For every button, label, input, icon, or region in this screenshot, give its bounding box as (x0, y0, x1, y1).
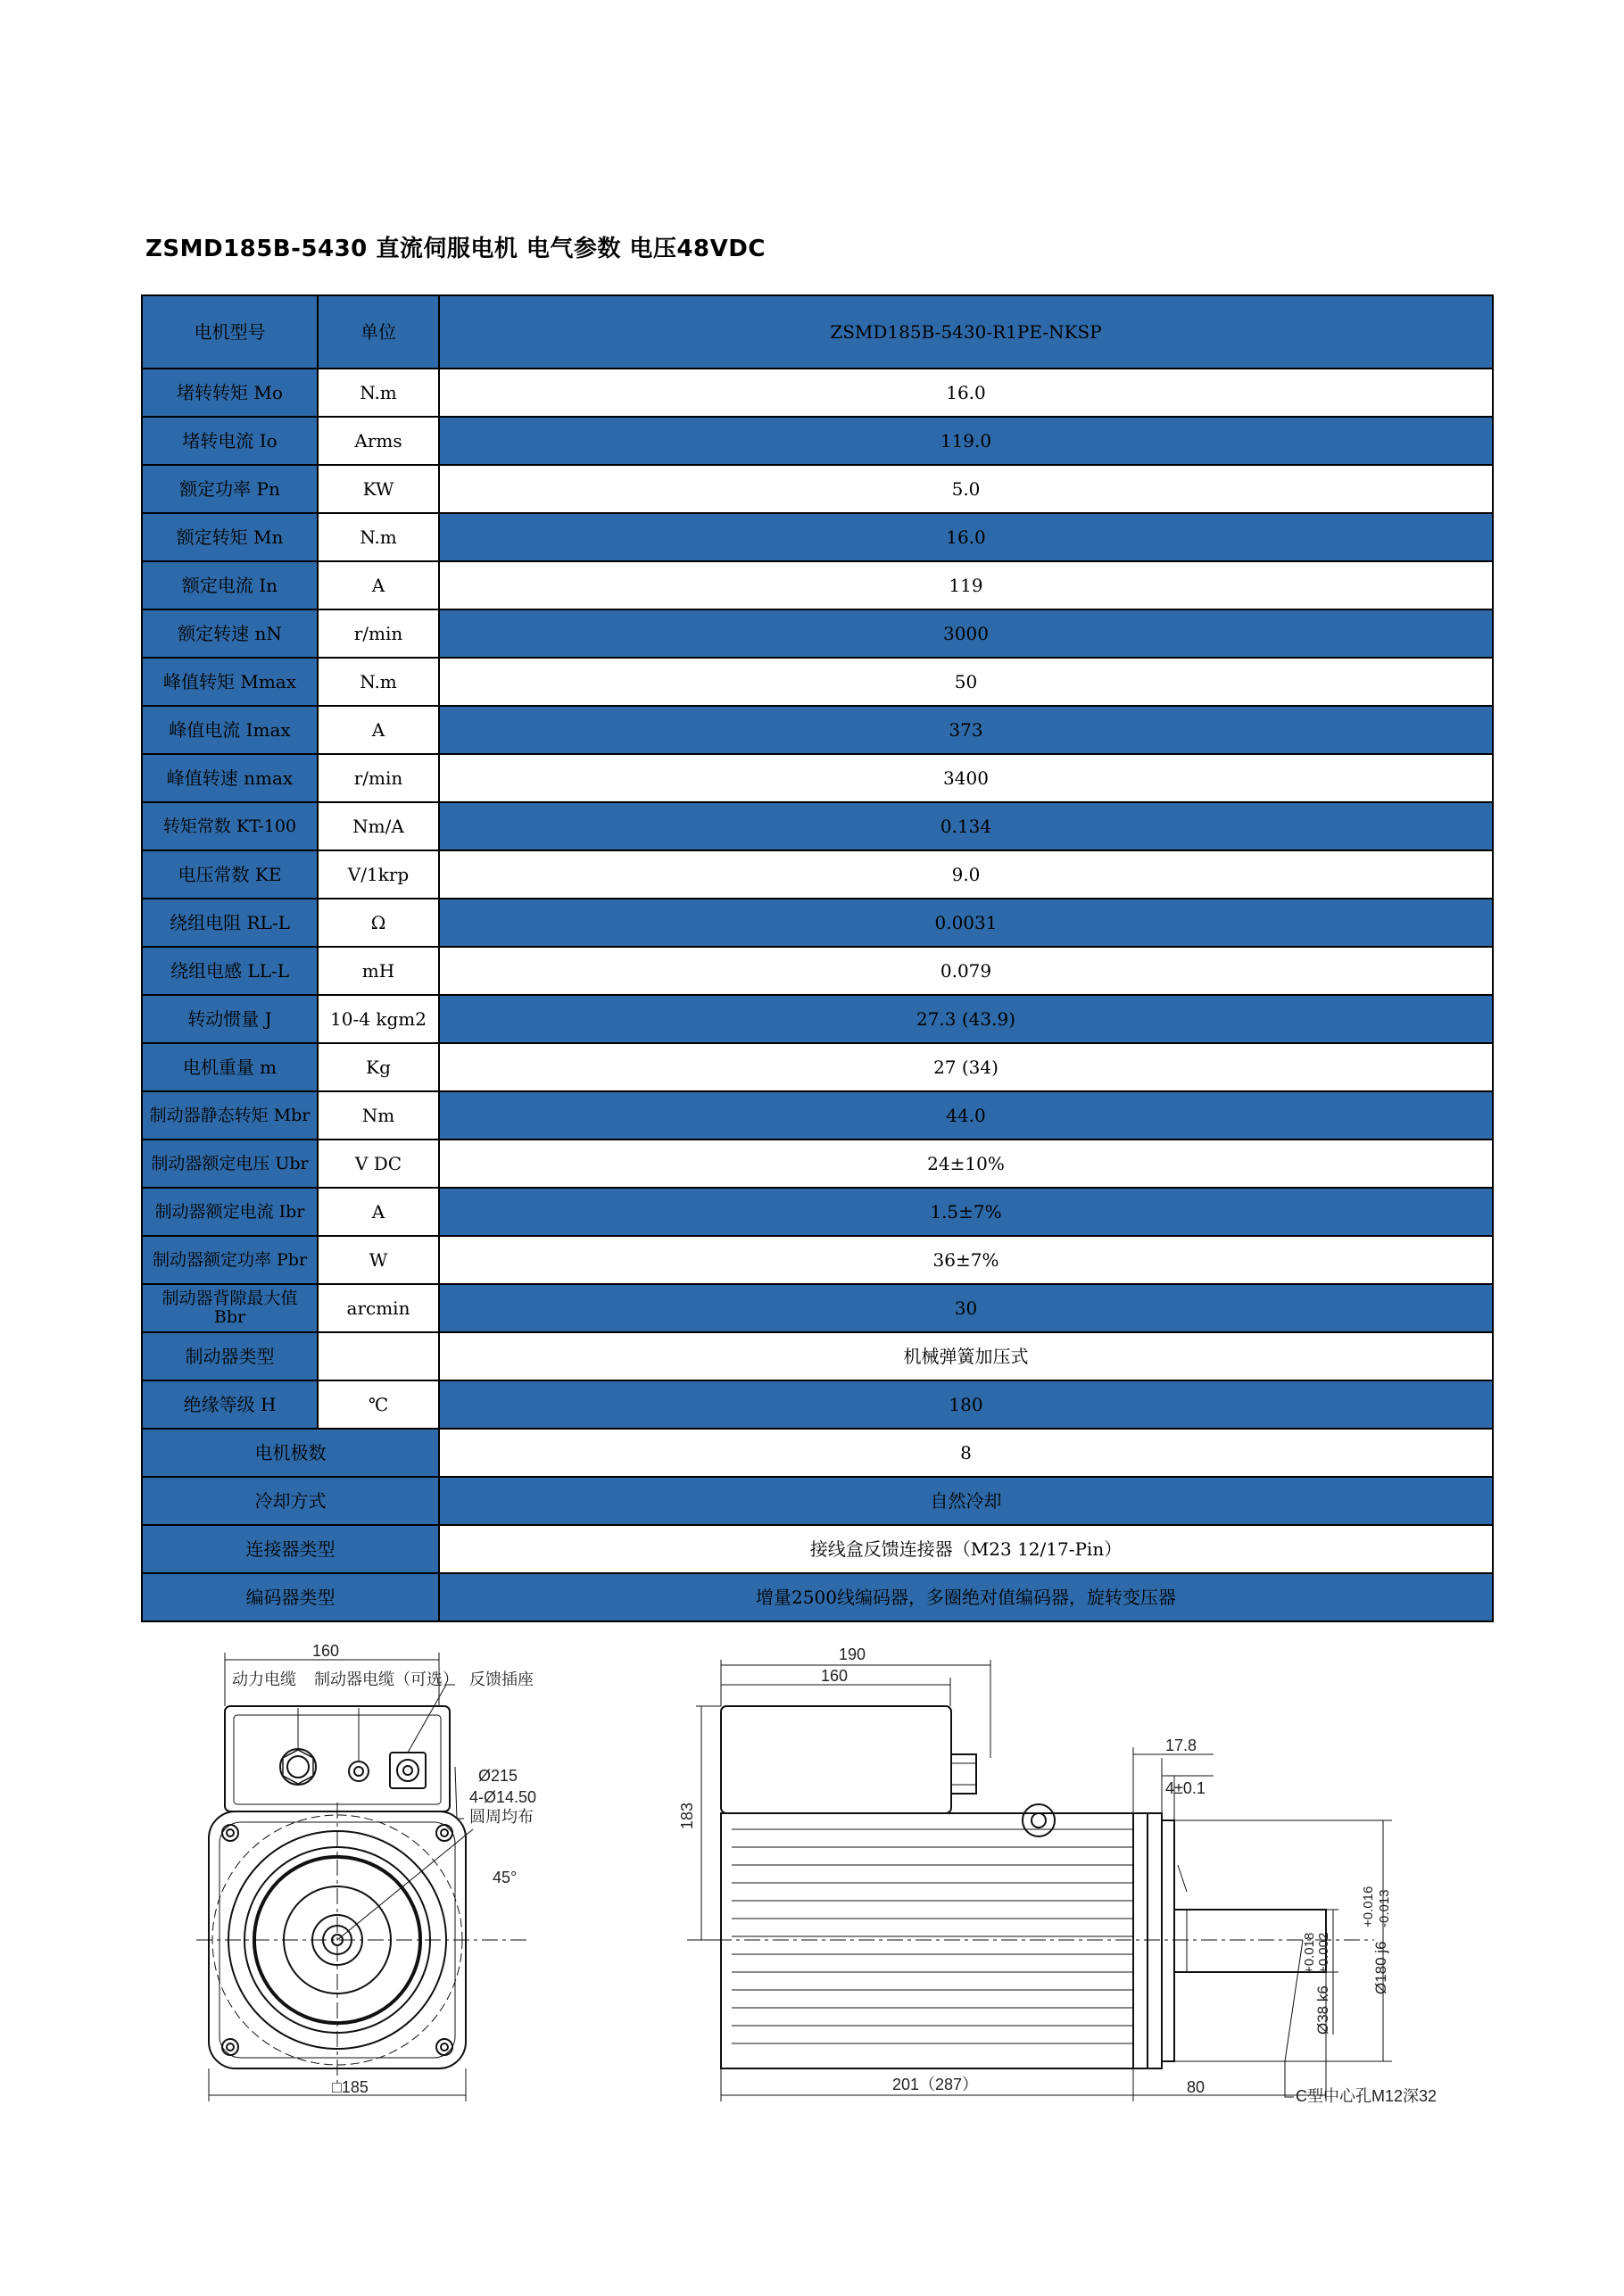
table-row (142, 947, 1493, 995)
row-value: 373 (439, 706, 1493, 754)
row-label: 绝缘等级 H (142, 1380, 318, 1429)
dim-160-side: 160 (821, 1667, 849, 1685)
row-label: 制动器额定功率 Pbr (142, 1236, 318, 1284)
row-label: 制动器类型 (142, 1332, 318, 1380)
table-row (142, 658, 1493, 706)
row-unit: Ω (318, 899, 439, 947)
header-value: ZSMD185B-5430-R1PE-NKSP (439, 295, 1493, 369)
row-label: 峰值电流 Imax (142, 706, 318, 754)
row-label: 制动器额定电流 Ibr (142, 1188, 318, 1236)
row-value: 30 (439, 1284, 1493, 1332)
tol-pilot-lower: -0.013 (1377, 1889, 1392, 1927)
row-value: 44.0 (439, 1091, 1493, 1140)
side-view-drawing (678, 1642, 1499, 2106)
row-unit: Nm (318, 1091, 439, 1140)
table-row (142, 754, 1493, 802)
table-row (142, 1236, 1493, 1284)
dim-17-8: 17.8 (1165, 1737, 1197, 1754)
row-label: 电机重量 m (142, 1043, 318, 1091)
dim-pcd: Ø215 (478, 1767, 518, 1785)
row-value: 3400 (439, 754, 1493, 802)
row-unit: A (318, 1188, 439, 1236)
row-label: 峰值转速 nmax (142, 754, 318, 802)
row-label: 额定转矩 Mn (142, 513, 318, 561)
table-row (142, 465, 1493, 513)
row-value: 自然冷却 (439, 1477, 1493, 1525)
row-value: 16.0 (439, 369, 1493, 417)
row-label: 制动器静态转矩 Mbr (142, 1091, 318, 1140)
table-row (142, 369, 1493, 417)
row-unit: r/min (318, 754, 439, 802)
row-unit: Nm/A (318, 802, 439, 850)
table-row (142, 561, 1493, 609)
row-value: 180 (439, 1380, 1493, 1429)
row-value: 接线盒反馈连接器（M23 12/17-Pin） (439, 1525, 1493, 1573)
label-power-cable: 动力电缆 (232, 1670, 296, 1688)
row-unit: mH (318, 947, 439, 995)
row-unit: r/min (318, 609, 439, 658)
table-row (142, 1477, 1493, 1525)
row-unit: N.m (318, 513, 439, 561)
table-row (142, 850, 1493, 899)
dim-80: 80 (1187, 2078, 1206, 2096)
table-row (142, 609, 1493, 658)
row-unit: 10-4 kgm2 (318, 995, 439, 1043)
row-label: 绕组电感 LL-L (142, 947, 318, 995)
row-label: 转动惯量 J (142, 995, 318, 1043)
row-value: 8 (439, 1429, 1493, 1477)
header-unit: 单位 (318, 295, 439, 369)
row-unit: V/1krp (318, 850, 439, 899)
table-row (142, 1332, 1493, 1380)
tol-shaft-lower: +0.002 (1316, 1932, 1331, 1974)
row-label: 额定电流 In (142, 561, 318, 609)
row-label: 堵转电流 Io (142, 417, 318, 465)
table-row (142, 1140, 1493, 1188)
dim-201: 201（287） (892, 2076, 979, 2093)
row-label: 冷却方式 (142, 1477, 439, 1525)
header-label: 电机型号 (142, 295, 318, 369)
row-value: 36±7% (439, 1236, 1493, 1284)
row-label: 额定功率 Pn (142, 465, 318, 513)
row-label: 绕组电阻 RL-L (142, 899, 318, 947)
row-unit: Kg (318, 1043, 439, 1091)
table-row (142, 1380, 1493, 1429)
row-label: 峰值转矩 Mmax (142, 658, 318, 706)
row-label: 电压常数 KE (142, 850, 318, 899)
table-row (142, 706, 1493, 754)
label-brake-cable: 制动器电缆（可选） (314, 1670, 459, 1688)
row-unit: arcmin (318, 1284, 439, 1332)
dim-4-tol: 4±0.1 (1165, 1779, 1206, 1797)
row-label: 制动器背隙最大值 Bbr (142, 1284, 318, 1332)
row-value: 0.0031 (439, 899, 1493, 947)
table-row (142, 1188, 1493, 1236)
tol-pilot-upper: +0.016 (1361, 1886, 1376, 1927)
table-row (142, 1043, 1493, 1091)
dim-holes-note: 圆周均布 (469, 1808, 534, 1826)
row-label: 转矩常数 KT-100 (142, 802, 318, 850)
dim-shaft: Ø38 k6 (1314, 1985, 1331, 2035)
row-label: 制动器额定电压 Ubr (142, 1140, 318, 1188)
row-unit: A (318, 561, 439, 609)
dim-pilot: Ø180 j6 (1372, 1941, 1389, 1994)
front-view-drawing (178, 1642, 607, 2106)
table-header-row (142, 295, 1493, 369)
table-row (142, 995, 1493, 1043)
row-value: 3000 (439, 609, 1493, 658)
row-value: 50 (439, 658, 1493, 706)
row-unit: N.m (318, 369, 439, 417)
row-value: 机械弹簧加压式 (439, 1332, 1493, 1380)
tol-shaft-upper: +0.018 (1302, 1932, 1317, 1974)
row-label: 电机极数 (142, 1429, 439, 1477)
row-unit: N.m (318, 658, 439, 706)
row-unit: KW (318, 465, 439, 513)
label-feedback-socket: 反馈插座 (469, 1670, 534, 1688)
row-value: 增量2500线编码器，多圈绝对值编码器，旋转变压器 (439, 1573, 1493, 1621)
table-row (142, 1091, 1493, 1140)
row-value: 24±10% (439, 1140, 1493, 1188)
table-row (142, 1573, 1493, 1621)
table-row (142, 1284, 1493, 1332)
row-value: 16.0 (439, 513, 1493, 561)
row-value: 119 (439, 561, 1493, 609)
row-value: 119.0 (439, 417, 1493, 465)
spec-table (141, 294, 1494, 1622)
table-row (142, 1429, 1493, 1477)
row-value: 27 (34) (439, 1043, 1493, 1091)
row-value: 5.0 (439, 465, 1493, 513)
row-label: 堵转转矩 Mo (142, 369, 318, 417)
row-label: 连接器类型 (142, 1525, 439, 1573)
dim-160-front: 160 (312, 1642, 340, 1660)
dim-183: 183 (678, 1802, 696, 1829)
row-unit: A (318, 706, 439, 754)
dim-190: 190 (839, 1645, 866, 1663)
row-unit: Arms (318, 417, 439, 465)
table-row (142, 1525, 1493, 1573)
row-unit: V DC (318, 1140, 439, 1188)
table-row (142, 802, 1493, 850)
row-value: 0.134 (439, 802, 1493, 850)
table-row (142, 513, 1493, 561)
row-unit: ℃ (318, 1380, 439, 1429)
row-unit (318, 1332, 439, 1380)
dim-angle: 45° (493, 1869, 518, 1886)
note-center-hole: C型中心孔M12深32 (1296, 2087, 1438, 2105)
row-value: 9.0 (439, 850, 1493, 899)
row-unit: W (318, 1236, 439, 1284)
table-row (142, 899, 1493, 947)
row-value: 1.5±7% (439, 1188, 1493, 1236)
row-value: 27.3 (43.9) (439, 995, 1493, 1043)
dim-square: □185 (332, 2078, 369, 2096)
document-title: ZSMD185B-5430 直流伺服电机 电气参数 电压48VDC (145, 236, 766, 262)
dim-holes: 4-Ø14.50 (469, 1788, 537, 1806)
row-label: 额定转速 nN (142, 609, 318, 658)
row-label: 编码器类型 (142, 1573, 439, 1621)
table-row (142, 417, 1493, 465)
row-value: 0.079 (439, 947, 1493, 995)
